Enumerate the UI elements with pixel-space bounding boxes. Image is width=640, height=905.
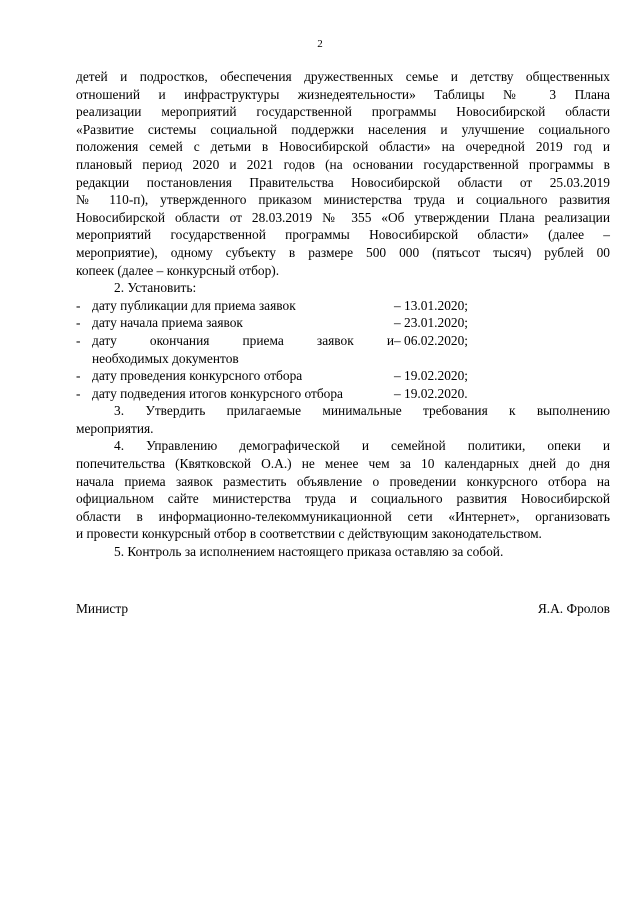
item-3-line: мероприятия. bbox=[76, 420, 154, 436]
list-item bbox=[76, 297, 610, 315]
date-value: – 13.01.2020; bbox=[394, 297, 469, 313]
date-value: – 19.02.2020; bbox=[394, 368, 469, 384]
text-line: мероприятие), одному субъекту в размере 500 000 (пятьсот тысяч) рублей 00 bbox=[76, 244, 610, 260]
text-line: № 110-п), утвержденного приказом министерства труда и социального развития bbox=[76, 192, 610, 208]
list-item bbox=[76, 385, 610, 403]
text-line: копеек (далее – конкурсный отбор). bbox=[76, 262, 280, 278]
item-2-heading: 2. Установить: bbox=[114, 280, 197, 296]
list-item-continuation bbox=[76, 350, 610, 368]
item-5-text: 5. Контроль за исполнением настоящего приказа оставляю за собой. bbox=[114, 544, 504, 560]
text-line: Новосибирской области от 28.03.2019 № 355 «Об утверждении Плана реализации bbox=[76, 209, 610, 225]
date-label: дату публикации для приема заявок bbox=[92, 297, 296, 313]
dates-list bbox=[76, 297, 610, 403]
date-label: дату проведения конкурсного отбора bbox=[92, 368, 303, 384]
text-line: редакции постановления Правительства Новосибирской области от 25.03.2019 bbox=[76, 174, 610, 190]
list-dash: - bbox=[76, 368, 81, 384]
text-line: детей и подростков, обеспечения дружественных семье и детству общественных bbox=[76, 69, 610, 84]
list-dash: - bbox=[76, 332, 81, 348]
text-line: «Развитие системы социальной поддержки населения и улучшение социального bbox=[76, 121, 610, 137]
signatory-name: Я.А. Фролов bbox=[537, 601, 610, 616]
list-item bbox=[76, 314, 610, 332]
item-4-line: попечительства (Квятковской О.А.) не менее чем за 10 календарных дней до дня bbox=[76, 456, 610, 472]
date-label-continuation: необходимых документов bbox=[92, 350, 239, 366]
item-3-line: 3. Утвердить прилагаемые минимальные требования к выполнению bbox=[114, 403, 610, 419]
signature-block bbox=[76, 600, 610, 618]
list-item bbox=[76, 367, 610, 385]
item-4-line: области в информационно-телекоммуникационной сети «Интернет», организовать bbox=[76, 508, 610, 524]
list-dash: - bbox=[76, 385, 81, 401]
item-4-line: официальном сайте министерства труда и социального развития Новосибирской bbox=[76, 491, 610, 507]
text-line: плановый период 2020 и 2021 годов (на основании государственной программы в bbox=[76, 156, 610, 172]
item-4-line: 4. Управлению демографической и семейной политики, опеки и bbox=[114, 438, 610, 454]
list-dash: - bbox=[76, 315, 81, 331]
list-item bbox=[76, 332, 610, 350]
page-number: 2 bbox=[317, 38, 323, 50]
text-line: положения семей с детьми в Новосибирской области» на очередной 2019 год и bbox=[76, 139, 610, 155]
text-line: отношений и инфраструктуры жизнедеятельности» Таблицы № 3 Плана bbox=[76, 86, 610, 102]
date-value: – 06.02.2020; bbox=[394, 332, 469, 348]
date-label: дату окончания приема заявок и bbox=[92, 332, 394, 348]
text-line: реализации мероприятий государственной программы Новосибирской области bbox=[76, 104, 610, 120]
date-value: – 23.01.2020; bbox=[394, 315, 469, 331]
item-4-line: начала приема заявок разместить объявление о проведении конкурсного отбора на bbox=[76, 473, 610, 489]
text-line: мероприятий государственной программы Новосибирской области» (далее – bbox=[76, 227, 610, 243]
paragraph-intro bbox=[76, 68, 610, 561]
date-label: дату начала приема заявок bbox=[92, 315, 243, 331]
signatory-position: Министр bbox=[76, 601, 129, 616]
date-value: – 19.02.2020. bbox=[394, 385, 468, 401]
item-4-line: и провести конкурсный отбор в соответствии с действующим законодательством. bbox=[76, 526, 542, 542]
date-label: дату подведения итогов конкурсного отбора bbox=[92, 385, 344, 401]
list-dash: - bbox=[76, 297, 81, 313]
